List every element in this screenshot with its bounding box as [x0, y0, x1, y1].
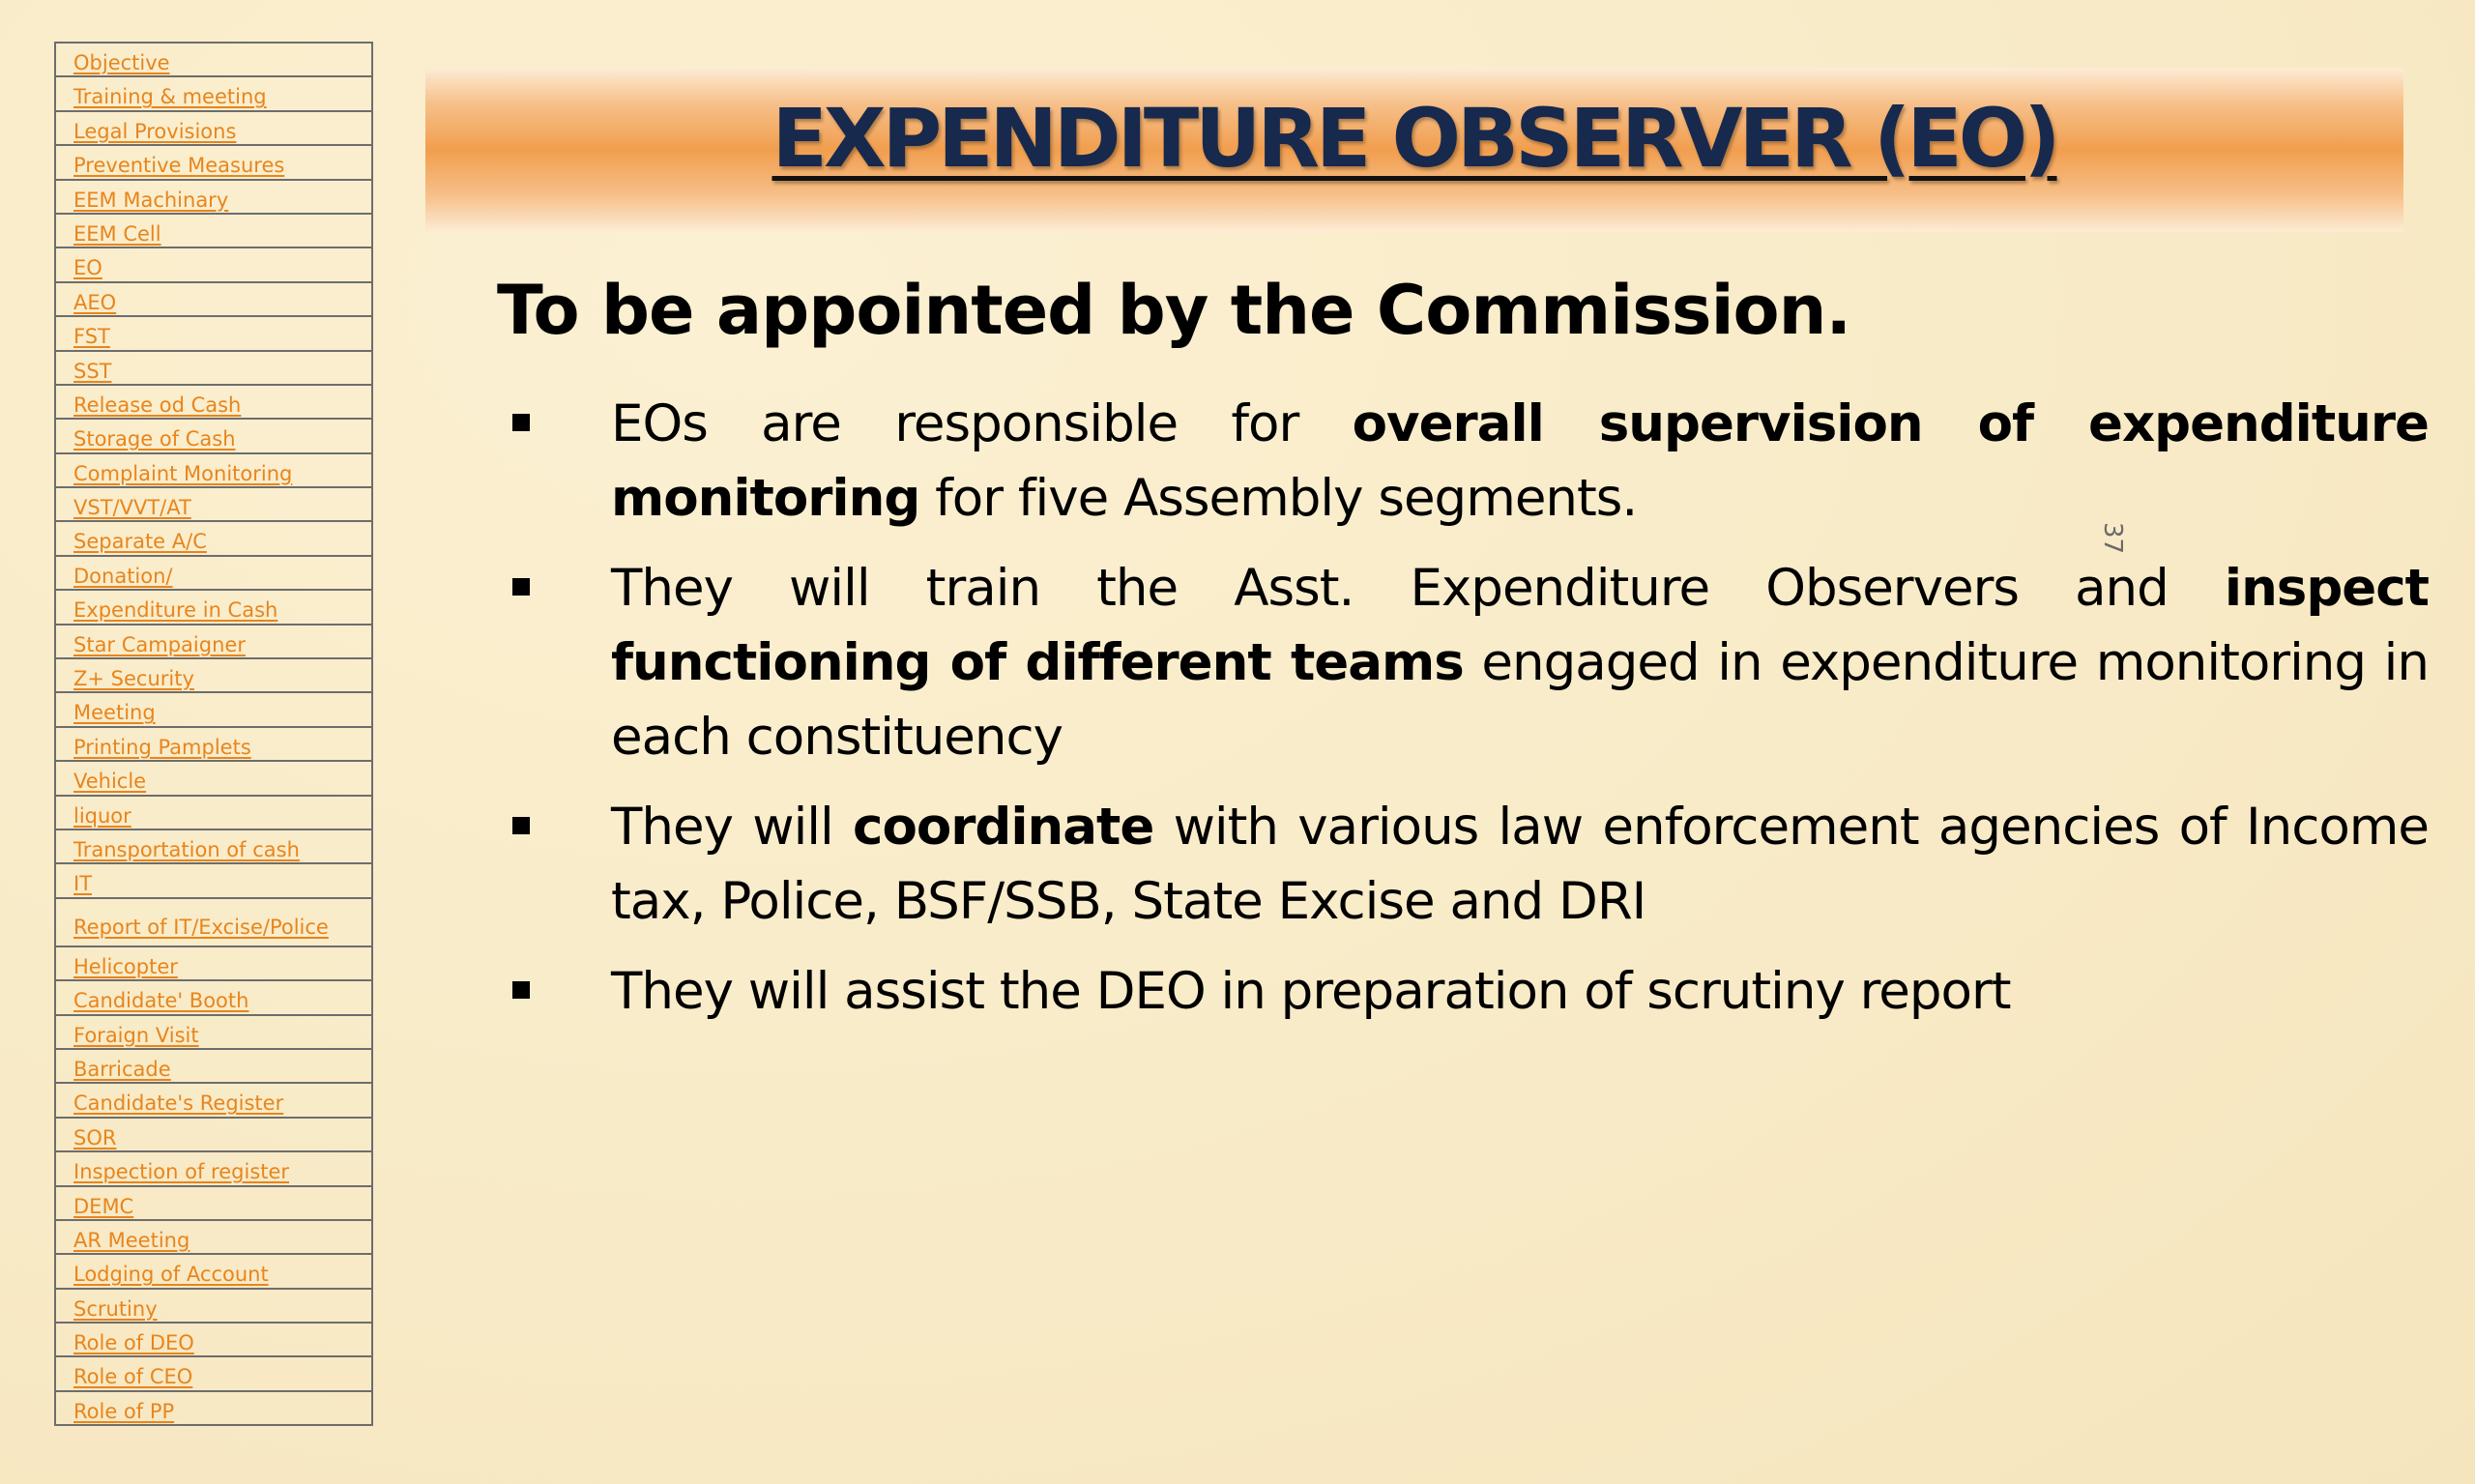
nav-link-eo[interactable]: EO [56, 247, 371, 280]
nav-link-separate-ac[interactable]: Separate A/C [56, 520, 371, 554]
nav-link-eem-cell[interactable]: EEM Cell [56, 213, 371, 247]
page-number: 37 [2098, 522, 2127, 555]
bullet-list [495, 387, 2429, 1044]
square-bullet-icon [512, 414, 530, 431]
nav-link-meeting[interactable]: Meeting [56, 691, 371, 725]
nav-link-vehicle[interactable]: Vehicle [56, 760, 371, 794]
nav-link-donation[interactable]: Donation/ [56, 555, 371, 589]
nav-link-barricade[interactable]: Barricade [56, 1048, 371, 1082]
nav-link-helicopter[interactable]: Helicopter [56, 946, 371, 979]
nav-link-candidates-register[interactable]: Candidate's Register [56, 1082, 371, 1116]
nav-link-eem-machinary[interactable]: EEM Machinary [56, 179, 371, 213]
nav-link-printing-pamplets[interactable]: Printing Pamplets [56, 726, 371, 760]
nav-link-sor[interactable]: SOR [56, 1117, 371, 1150]
bullet-item [495, 790, 2429, 939]
nav-link-candidate-booth[interactable]: Candidate' Booth [56, 979, 371, 1013]
nav-link-expenditure-in-cash[interactable]: Expenditure in Cash [56, 589, 371, 623]
nav-link-training-meeting[interactable]: Training & meeting [56, 75, 371, 109]
bullet-item [495, 387, 2429, 536]
nav-link-objective[interactable]: Objective [56, 42, 371, 75]
nav-link-role-of-deo[interactable]: Role of DEO [56, 1322, 371, 1355]
nav-link-star-campaigner[interactable]: Star Campaigner [56, 624, 371, 657]
nav-link-storage-of-cash[interactable]: Storage of Cash [56, 418, 371, 451]
title-banner [425, 68, 2403, 232]
nav-link-preventive-measures[interactable]: Preventive Measures [56, 144, 371, 178]
nav-link-aeo[interactable]: AEO [56, 281, 371, 315]
nav-link-sst[interactable]: SST [56, 350, 371, 384]
nav-link-z-security[interactable]: Z+ Security [56, 657, 371, 691]
nav-link-legal-provisions[interactable]: Legal Provisions [56, 110, 371, 144]
square-bullet-icon [512, 817, 530, 834]
nav-link-complaint-monitoring[interactable]: Complaint Monitoring [56, 452, 371, 486]
nav-link-lodging-of-account[interactable]: Lodging of Account [56, 1253, 371, 1287]
square-bullet-icon [512, 981, 530, 999]
bullet-text: EOs are responsible for overall supervision of expenditure monitoring for five Assembly segments. [611, 394, 2429, 528]
bullet-text: They will coordinate with various law enforcement agencies of Income tax, Police, BSF/SSB, State Excise and DRI [611, 798, 2429, 931]
slide-title: EXPENDITURE OBSERVER (EO) [772, 91, 2057, 186]
bullet-item [495, 551, 2429, 774]
square-bullet-icon [512, 578, 530, 596]
nav-link-role-of-ceo[interactable]: Role of CEO [56, 1355, 371, 1389]
nav-link-scrutiny[interactable]: Scrutiny [56, 1288, 371, 1322]
bullet-text: They will train the Asst. Expenditure Observers and inspect functioning of different teams engaged in expenditure monitoring in each constituency [611, 559, 2429, 767]
nav-link-it[interactable]: IT [56, 862, 371, 896]
nav-link-foreign-visit[interactable]: Foraign Visit [56, 1014, 371, 1048]
nav-link-liquor[interactable]: liquor [56, 795, 371, 829]
nav-link-report-it-excise-police[interactable]: Report of IT/Excise/Police [56, 897, 371, 946]
slide-navigation-menu [54, 42, 373, 1426]
nav-link-fst[interactable]: FST [56, 315, 371, 349]
nav-link-vst-vvt-at[interactable]: VST/VVT/AT [56, 486, 371, 520]
nav-link-ar-meeting[interactable]: AR Meeting [56, 1219, 371, 1253]
nav-link-inspection-of-register[interactable]: Inspection of register [56, 1150, 371, 1184]
nav-link-transportation-of-cash[interactable]: Transportation of cash [56, 829, 371, 862]
slide-heading: To be appointed by the Commission. [497, 271, 1851, 350]
nav-link-demc[interactable]: DEMC [56, 1185, 371, 1219]
nav-link-release-of-cash[interactable]: Release od Cash [56, 384, 371, 418]
bullet-text: They will assist the DEO in preparation of scrutiny report [611, 962, 2011, 1021]
nav-link-role-of-pp[interactable]: Role of PP [56, 1390, 371, 1424]
bullet-item [495, 954, 2429, 1029]
